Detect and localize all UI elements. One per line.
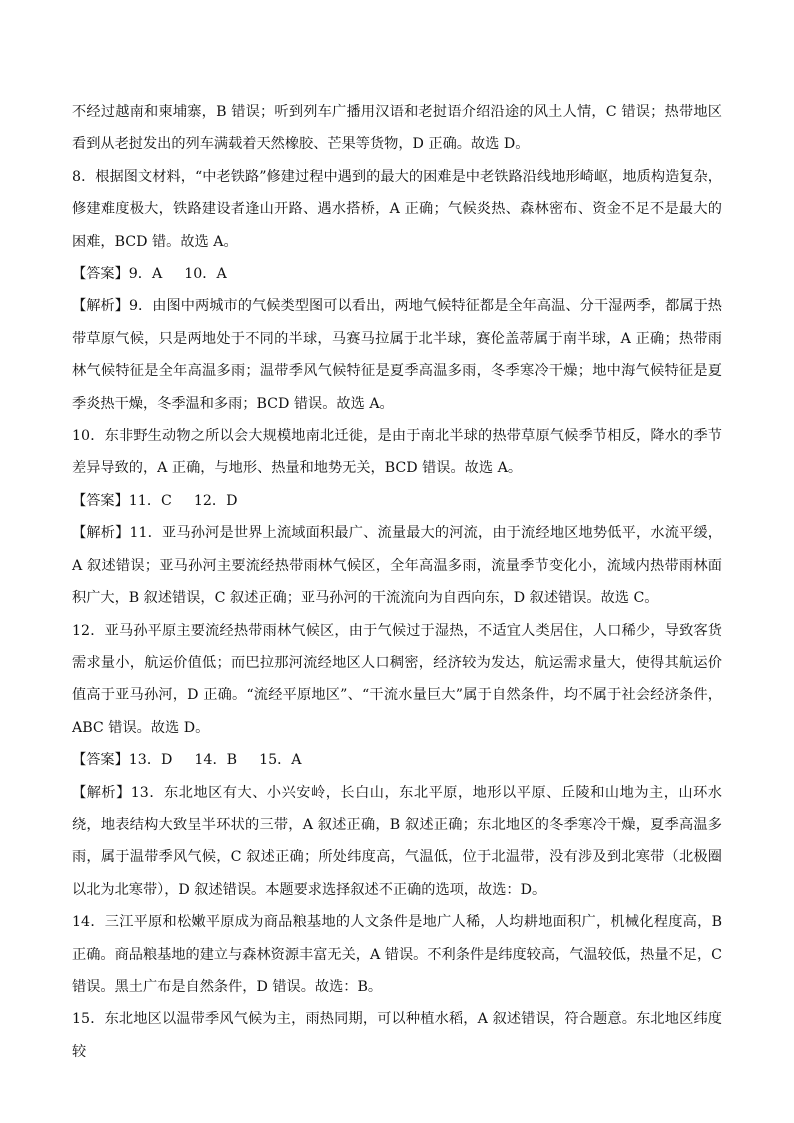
paragraph-q14-explanation: 14．三江平原和松嫩平原成为商品粮基地的人文条件是地广人稀，人均耕地面积广，机械化程度高，B 正确。商品粮基地的建立与森林资源丰富无关，A 错误。不利条件是纬度较高，气温较低，热量不足，C 错误。黑土广布是自然条件，D 错误。故选：B。 [72,914,722,995]
paragraph-q12-explanation: 12．亚马孙平原主要流经热带雨林气候区，由于气候过于湿热，不适宜人类居住，人口稀少，导致客货需求量小，航运价值低；而巴拉那河流经地区人口稠密，经济较为发达，航运需求量大，使得其航运价值高于亚马孙河，D 正确。“流经平原地区”、“干流水量巨大”属于自然条件，均不属于社会经济条件，ABC 错误。故选 D。 [72,622,722,736]
answer-label: 【答案】 [72,492,129,509]
answer-item: 11．C [128,492,172,509]
paragraph-q13-explanation: 【解析】13．东北地区有大、小兴安岭，长白山，东北平原，地形以平原、丘陵和山地为主，山环水绕，地表结构大致呈半环状的三带，A 叙述正确，B 叙述正确；东北地区的冬季寒冷干燥，夏季高温多雨，属于温带季风气候，C 叙述正确；所处纬度高，气温低，位于北温带，没有涉及到北寒带（北极圈以北为北寒带），D 叙述错误。本题要求选择叙述不正确的选项，故选：D。 [72,784,722,898]
paragraph-q10-explanation: 10．东非野生动物之所以会大规模地南北迁徙，是由于南北半球的热带草原气候季节相反，降水的季节差异导致的，A 正确，与地形、热量和地势无关，BCD 错误。故选 A。 [72,428,722,477]
answer-item: 14．B [194,752,238,769]
paragraph-7-continued: 不经过越南和柬埔寨，B 错误；听到列车广播用汉语和老挝语介绍沿途的风土人情，C 错误；热带地区看到从老挝发出的列车满载着天然橡胶、芒果等货物，D 正确。故选 D。 [72,104,722,153]
paragraph-q15-explanation: 15．东北地区以温带季风气候为主，雨热同期，可以种植水稻，A 叙述错误，符合题意。东北地区纬度较 [72,1011,722,1060]
answer-label: 【答案】 [72,752,129,769]
answer-line-13-15 [72,744,722,776]
answer-line-9-10 [72,258,722,290]
answer-item: 9．A [128,266,163,283]
answer-label: 【答案】 [72,266,129,283]
answer-item: 10．A [184,266,227,283]
paragraph-q8-explanation: 8．根据图文材料，“中老铁路”修建过程中遇到的最大的困难是中老铁路沿线地形崎岖，地质构造复杂，修建难度极大，铁路建设者逢山开路、遇水搭桥，A 正确；气候炎热、森林密布、资金不足不是最大的困难，BCD 错。故选 A。 [72,168,722,250]
paragraph-q9-explanation: 【解析】9．由图中两城市的气候类型图可以看出，两地气候特征都是全年高温、分干湿两季，都属于热带草原气候，只是两地处于不同的半球，马赛马拉属于北半球，赛伦盖蒂属于南半球，A 正确；热带雨林气候特征是全年高温多雨；温带季风气候特征是夏季高温多雨，冬季寒冷干燥；地中海气候特征是夏季炎热干燥，冬季温和多雨；BCD 错误。故选 A。 [72,298,722,412]
answer-item: 13．D [128,752,173,769]
answer-item: 15．A [259,752,302,769]
paragraph-q11-explanation: 【解析】11．亚马孙河是世界上流域面积最广、流量最大的河流，由于流经地区地势低平，水流平缓，A 叙述错误；亚马孙河主要流经热带雨林气候区，全年高温多雨，流量季节变化小，流域内热带雨林面积广大，B 叙述错误，C 叙述正确；亚马孙河的干流流向为自西向东，D 叙述错误。故选 C。 [72,525,722,607]
answer-item: 12．D [193,492,238,509]
answer-line-11-12 [72,485,722,517]
